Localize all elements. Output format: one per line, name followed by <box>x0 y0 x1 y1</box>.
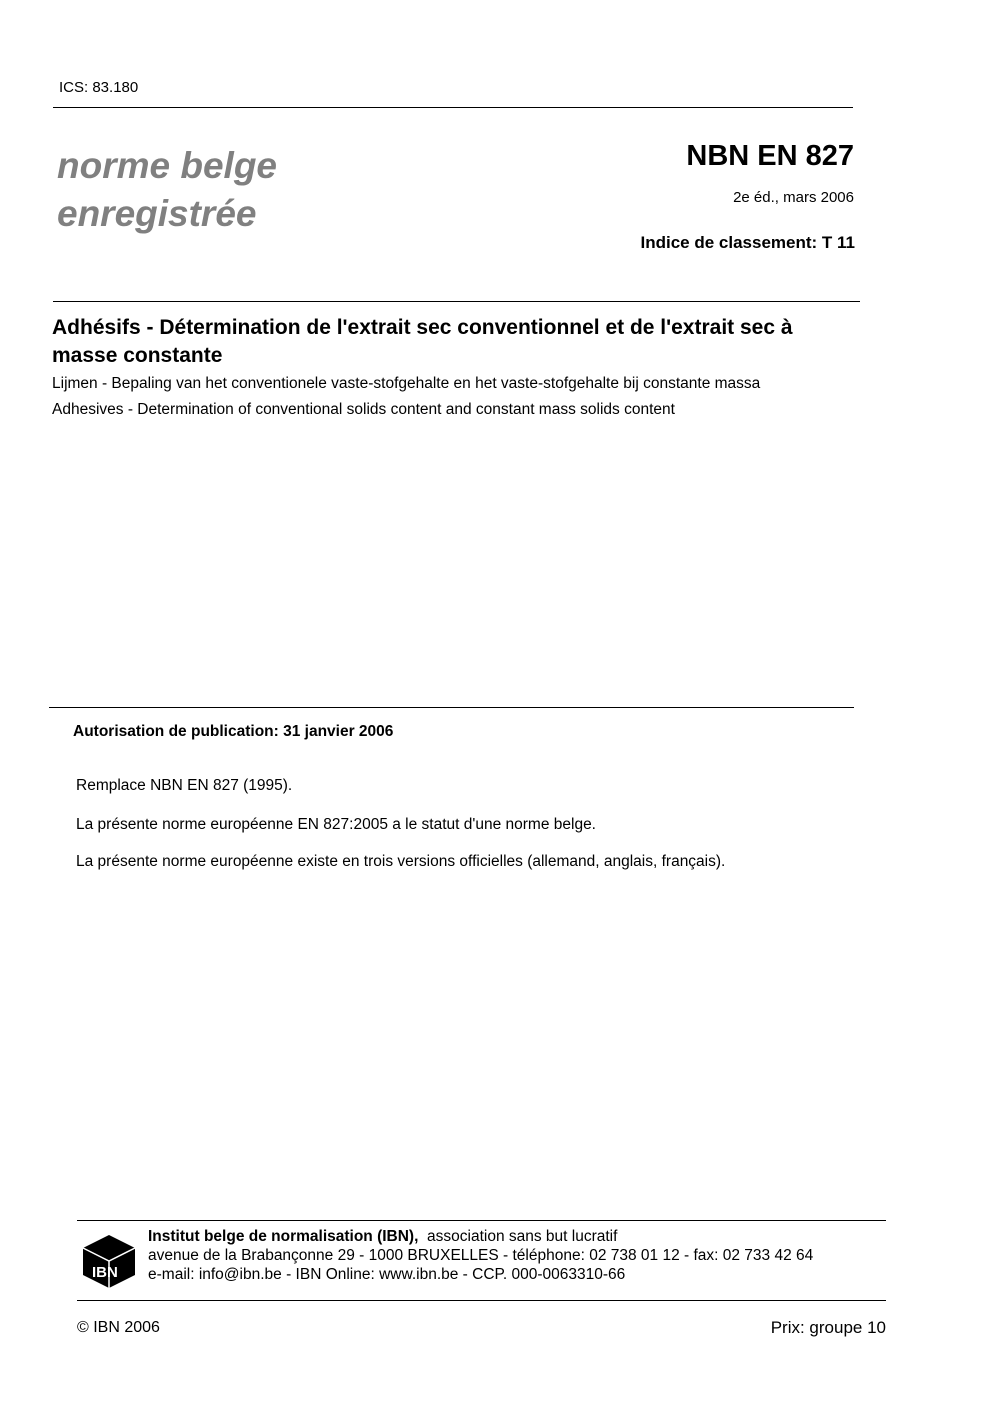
classification-index: Indice de classement: T 11 <box>640 233 855 252</box>
institute-address: avenue de la Brabançonne 29 - 1000 BRUXELLES - téléphone: 02 738 01 12 - fax: 02 733 42 64 <box>148 1247 814 1264</box>
logo-lettering: IBN <box>92 1264 118 1281</box>
edition-date: 2e éd., mars 2006 <box>733 189 854 206</box>
ics-code: ICS: 83.180 <box>59 79 139 96</box>
ibn-cube-logo-icon <box>81 1233 137 1289</box>
standard-number: NBN EN 827 <box>686 140 854 172</box>
versions-note: La présente norme européenne existe en trois versions officielles (allemand, anglais, français). <box>76 853 726 870</box>
institute-type: association sans but lucratif <box>427 1228 618 1245</box>
title-dutch: Lijmen - Bepaling van het conventionele vaste-stofgehalte en het vaste-stofgehalte bij constante massa <box>52 375 761 392</box>
price-group: Prix: groupe 10 <box>770 1318 886 1337</box>
title-divider <box>53 301 860 302</box>
publication-divider <box>49 707 854 708</box>
copyright: © IBN 2006 <box>77 1319 160 1336</box>
replacement-note: Remplace NBN EN 827 (1995). <box>76 777 293 794</box>
footer-top-divider <box>77 1220 886 1221</box>
footer-bottom-divider <box>77 1300 886 1301</box>
title-french: Adhésifs - Détermination de l'extrait sec conventionnel et de l'extrait sec à masse constante <box>52 316 793 367</box>
title-english: Adhesives - Determination of conventional solids content and constant mass solids content <box>52 401 675 418</box>
institute-contact: e-mail: info@ibn.be - IBN Online: www.ibn.be - CCP. 000-0063310-66 <box>148 1266 626 1283</box>
status-note: La présente norme européenne EN 827:2005 a le statut d'une norme belge. <box>76 816 596 833</box>
institute-line <box>148 1228 617 1246</box>
publication-authorisation: Autorisation de publication: 31 janvier 2006 <box>73 723 394 740</box>
header-divider <box>53 107 853 108</box>
institute-name: Institut belge de normalisation (IBN), <box>148 1228 419 1245</box>
norm-label: norme belge enregistrée <box>57 145 277 234</box>
